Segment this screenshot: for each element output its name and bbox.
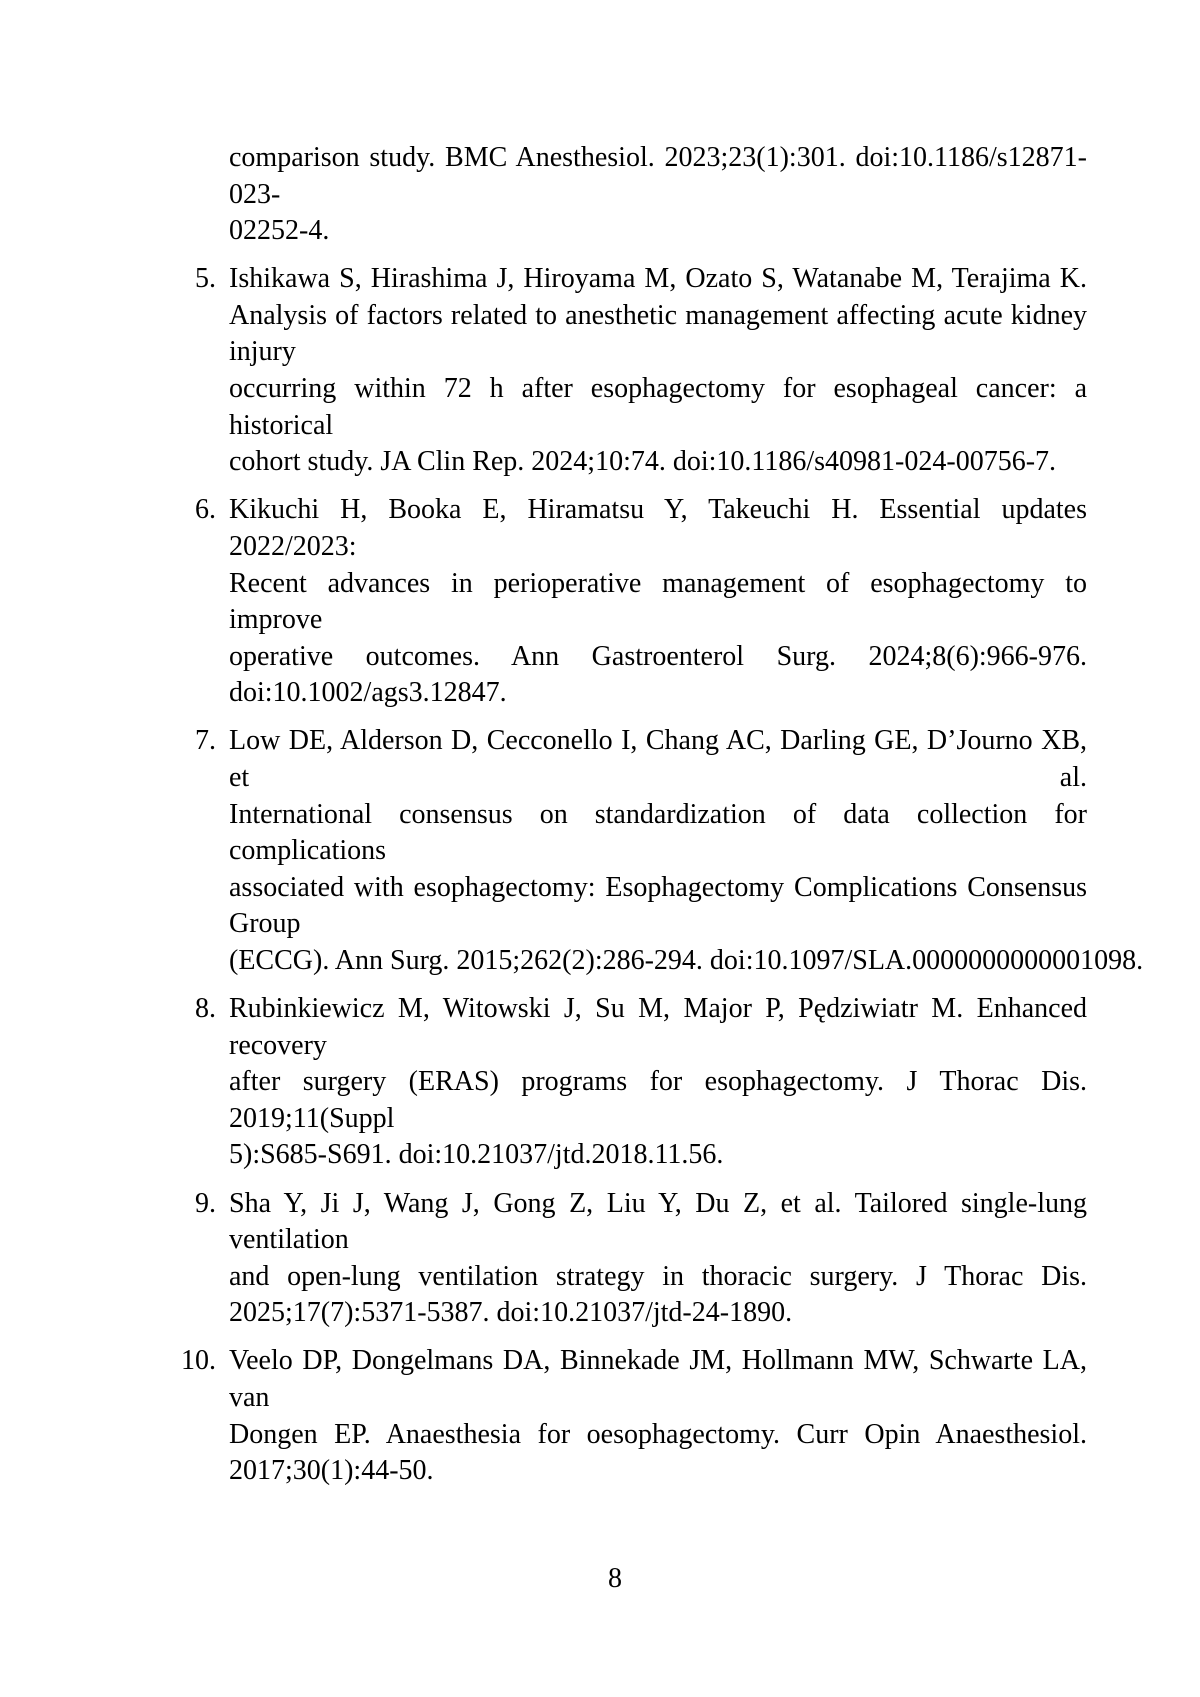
reference-number: 5. [195, 263, 216, 295]
reference-number: 7. [195, 725, 216, 757]
reference-line: Rubinkiewicz M, Witowski J, Su M, Major P, Pędziwiatr M. Enhanced recovery [229, 993, 1087, 1061]
reference-line: 2025;17(7):5371-5387. doi:10.21037/jtd-24-1890. [229, 1297, 793, 1329]
reference-line: associated with esophagectomy: Esophagectomy Complications Consensus Group [229, 871, 1087, 940]
reference-line: cohort study. JA Clin Rep. 2024;10:74. doi:10.1186/s40981-024-00756-7. [229, 446, 1057, 478]
reference-item [195, 492, 1087, 712]
reference-number: 6. [195, 494, 216, 526]
reference-line: Sha Y, Ji J, Wang J, Gong Z, Liu Y, Du Z, et al. Tailored single-lung ventilation [229, 1187, 1087, 1256]
reference-line: Recent advances in perioperative management of esophagectomy to improve [229, 567, 1087, 636]
page-number: 8 [608, 1563, 622, 1594]
reference-item [195, 261, 1087, 481]
reference-line: Low DE, Alderson D, Cecconello I, Chang AC, Darling GE, D’Journo XB, et al. [229, 725, 1087, 793]
reference-line: Analysis of factors related to anesthetic management affecting acute kidney injury [229, 299, 1087, 368]
reference-line: Veelo DP, Dongelmans DA, Binnekade JM, Hollmann MW, Schwarte LA, van [229, 1345, 1087, 1413]
reference-item [195, 991, 1087, 1174]
reference-line: International consensus on standardization of data collection for complications [229, 798, 1087, 867]
reference-item [181, 1343, 1087, 1489]
reference-line: Dongen EP. Anaesthesia for oesophagectomy. Curr Opin Anaesthesiol. [229, 1418, 1087, 1450]
reference-number: 9. [195, 1187, 216, 1219]
reference-line: (ECCG). Ann Surg. 2015;262(2):286-294. doi:10.1097/SLA.0000000000001098. [229, 944, 1144, 976]
reference-line: Ishikawa S, Hirashima J, Hiroyama M, Ozato S, Watanabe M, Terajima K. [229, 263, 1087, 295]
reference-line: and open-lung ventilation strategy in thoracic surgery. J Thorac Dis. [229, 1260, 1087, 1292]
reference-number: 8. [195, 993, 216, 1025]
reference-line: occurring within 72 h after esophagectomy for esophageal cancer: a historical [229, 373, 1087, 441]
reference-item [229, 140, 1087, 250]
reference-item [195, 1186, 1087, 1332]
reference-line: doi:10.1002/ags3.12847. [229, 677, 507, 709]
reference-list [181, 140, 1144, 1501]
reference-item [195, 723, 1144, 979]
reference-line: 5):S685-S691. doi:10.21037/jtd.2018.11.56. [229, 1139, 724, 1171]
reference-number: 10. [181, 1345, 216, 1377]
reference-line: Kikuchi H, Booka E, Hiramatsu Y, Takeuchi H. Essential updates 2022/2023: [229, 494, 1087, 562]
reference-line: operative outcomes. Ann Gastroenterol Surg. 2024;8(6):966-976. [229, 640, 1087, 672]
reference-line: comparison study. BMC Anesthesiol. 2023;23(1):301. doi:10.1186/s12871-023- [229, 142, 1087, 210]
reference-line: 2017;30(1):44-50. [229, 1455, 434, 1487]
reference-line: after surgery (ERAS) programs for esophagectomy. J Thorac Dis. 2019;11(Suppl [229, 1066, 1087, 1134]
reference-line: 02252-4. [229, 215, 330, 247]
